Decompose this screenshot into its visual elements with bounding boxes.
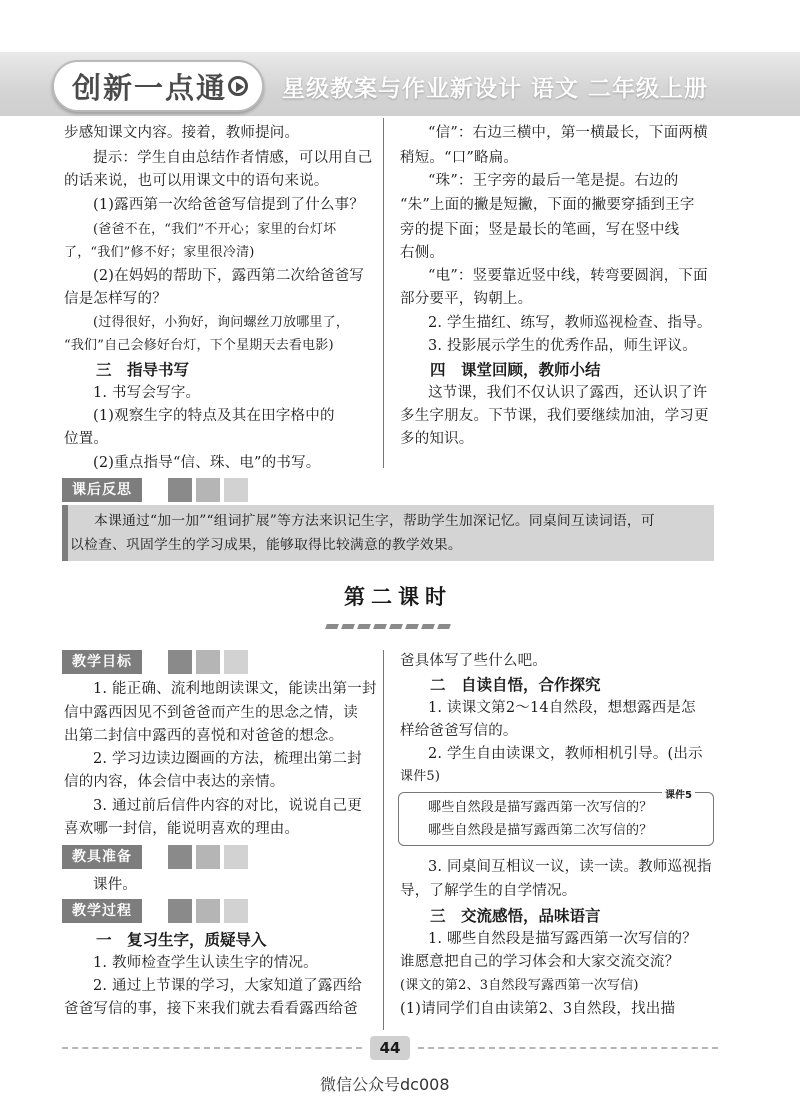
paragraph-line: 1. 教师检查学生认读生字的情况。: [93, 955, 318, 971]
answer-line: “我们”自己会修好台灯，下个星期天去看电影): [64, 338, 334, 353]
paragraph-line: 样给爸爸写信的。: [400, 723, 518, 739]
paragraph-line: “电”：竖要靠近竖中线，转弯要圆润，下面: [428, 268, 708, 284]
paragraph-line: 右侧。: [400, 245, 445, 261]
tag-square: [168, 650, 192, 674]
answer-line: (过得很好，小狗好，询问螺丝刀放哪里了，: [93, 315, 350, 330]
paragraph-line: (2)在妈妈的帮助下，露西第二次给爸爸写: [93, 268, 365, 284]
section-heading: 一 复习生字，质疑导入: [96, 931, 267, 949]
paragraph-line: 2. 学习边读边圈画的方法，梳理出第二封: [93, 751, 362, 767]
header-subtitle: 星级教案与作业新设计 语文 二年级上册: [282, 76, 709, 102]
tag-square: [196, 845, 220, 869]
paragraph-line: 3. 通过前后信件内容的对比，说说自己更: [93, 798, 362, 814]
tag-square: [168, 478, 192, 502]
paragraph-line: (2)重点指导“信、珠、电”的书写。: [93, 455, 321, 471]
paragraph-line: 位置。: [64, 431, 109, 447]
tag-square: [196, 478, 220, 502]
paragraph-line: 1. 书写会写字。: [93, 385, 201, 401]
paragraph-line: 谁愿意把自己的学习体会和大家交流交流？: [400, 954, 680, 970]
tag-square: [168, 899, 192, 923]
paragraph-line: (1)观察生字的特点及其在田字格中的: [93, 408, 335, 424]
reflection-line: 以检查、巩固学生的学习成果，能够取得比较满意的教学效果。: [70, 537, 462, 553]
paragraph-line: 步感知课文内容。接着，教师提问。: [64, 125, 300, 141]
courseware-tag: 课件5: [662, 786, 695, 801]
column-divider: [383, 650, 384, 1030]
paragraph-line: 的话来说，也可以用课文中的语句来说。: [64, 173, 329, 189]
courseware-line: 哪些自然段是描写露西第二次写信的？: [428, 823, 653, 838]
lesson-title: 第二课时: [344, 585, 452, 609]
tag-square: [224, 650, 248, 674]
paragraph-line: 旁的提下面；竖是最长的笔画，写在竖中线: [400, 222, 680, 238]
paragraph-line: “珠”：王字旁的最后一笔是提。右边的: [428, 173, 679, 189]
section-heading: 四 课堂回顾，教师小结: [430, 361, 601, 379]
paragraph-line: 稍短。“口”略扁。: [400, 150, 519, 166]
paragraph-line: “朱”上面的撇是短撇，下面的撇要穿插到王字: [400, 197, 695, 213]
paragraph-line: 2. 学生描红、练写，教师巡视检查、指导。: [428, 315, 712, 331]
tag-square: [168, 845, 192, 869]
tag-square: [196, 650, 220, 674]
paragraph-line: 2. 学生自由读课文，教师相机引导。(出示: [428, 746, 703, 762]
paragraph-line: 3. 投影展示学生的优秀作品，师生评议。: [428, 338, 697, 354]
paragraph-line: 课件。: [93, 877, 138, 893]
paragraph-line: 提示：学生自由总结作者情感，可以用自己: [93, 150, 373, 166]
process-tag: 教学过程: [62, 899, 142, 923]
paragraph-line: “信”：右边三横中，第一横最长，下面两横: [428, 125, 708, 141]
tag-square: [224, 478, 248, 502]
paragraph-line: 出第二封信中露西的喜悦和对爸爸的想念。: [64, 728, 344, 744]
section-heading: 三 指导书写: [96, 361, 190, 379]
paragraph-line: 多生字朋友。下节课，我们要继续加油，学习更: [400, 408, 709, 424]
column-divider: [383, 118, 384, 468]
footer-dashed-line: [418, 1047, 718, 1049]
section-heading: 三 交流感悟，品味语言: [430, 907, 601, 925]
paragraph-line: 3. 同桌间互相议一议，读一读。教师巡视指: [428, 859, 712, 875]
footer-dashed-line: [62, 1047, 362, 1049]
answer-line: (爸爸不在，“我们”不开心；家里的台灯坏: [93, 222, 337, 237]
paragraph-line: 课件5): [400, 769, 441, 784]
paragraph-line: 导，了解学生的自学情况。: [400, 883, 577, 899]
paragraph-line: 爸具体写了些什么吧。: [400, 653, 547, 669]
section-heading: 二 自读自悟，合作探究: [430, 676, 601, 694]
courseware-line: 哪些自然段是描写露西第一次写信的？: [428, 800, 653, 815]
goals-tag: 教学目标: [62, 650, 142, 674]
paragraph-line: 1. 哪些自然段是描写露西第一次写信的？: [428, 931, 697, 947]
tools-tag-group: [62, 845, 262, 869]
paragraph-line: 喜欢哪一封信，能说明喜欢的理由。: [64, 821, 300, 837]
page-number: 44: [370, 1036, 410, 1060]
lesson-title-underline: [326, 614, 476, 622]
paragraph-line: 信是怎样写的？: [64, 291, 167, 307]
paragraph-line: 1. 能正确、流利地朗读课文，能读出第一封: [93, 681, 377, 697]
answer-line: (课文的第2、3自然段写露西第一次写信): [400, 978, 639, 993]
reflection-line: 本课通过“加一加”“组词扩展”等方法来识记生字，帮助学生加深记忆。同桌间互读词语，可: [94, 513, 655, 529]
paragraph-line: 1. 读课文第2～14自然段，想想露西是怎: [428, 700, 696, 716]
reflection-tag: 课后反思: [62, 478, 142, 502]
paragraph-line: 多的知识。: [400, 431, 474, 447]
paragraph-line: (1)请同学们自由读第2、3自然段，找出描: [400, 1001, 676, 1017]
reflection-tag-group: [62, 478, 262, 502]
paragraph-line: 信中露西因见不到爸爸而产生的思念之情，读: [64, 705, 358, 721]
brand-title: 创新一点通: [72, 71, 228, 105]
paragraph-line: (1)露西第一次给爸爸写信提到了什么事？: [93, 197, 365, 213]
tag-square: [224, 899, 248, 923]
watermark-text: 微信公众号dc008: [320, 1075, 450, 1094]
play-icon: [228, 76, 248, 96]
paragraph-line: 部分要平，钩朝上。: [400, 291, 533, 307]
tag-square: [196, 899, 220, 923]
tools-tag: 教具准备: [62, 845, 142, 869]
paragraph-line: 这节课，我们不仅认识了露西，还认识了许: [428, 385, 708, 401]
paragraph-line: 2. 通过上节课的学习，大家知道了露西给: [93, 978, 362, 994]
process-tag-group: [62, 899, 262, 923]
goals-tag-group: [62, 650, 262, 674]
paragraph-line: 信的内容，体会信中表达的亲情。: [64, 774, 285, 790]
tag-square: [224, 845, 248, 869]
paragraph-line: 爸爸写信的事，接下来我们就去看看露西给爸: [64, 1001, 358, 1017]
answer-line: 了，“我们”修不好；家里很冷清): [64, 245, 255, 260]
